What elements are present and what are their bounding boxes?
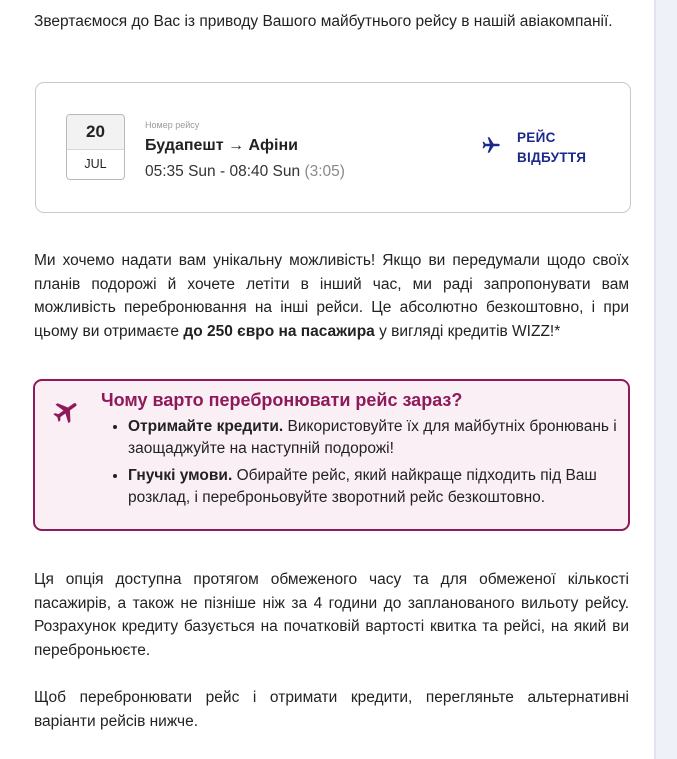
benefit-text: Обирайте рейс, який найкраще підходить під Ваш розклад, і переброньовуйте зворотний рейс безкоштовно. [128, 467, 597, 506]
benefit-text: Використовуйте їх для майбутніх бронювань і заощаджуйте на наступній подорожі! [128, 418, 617, 457]
why-rebook-callout [33, 379, 630, 531]
list-item [128, 416, 628, 460]
airplane-icon [51, 396, 81, 426]
flight-status [517, 128, 586, 168]
offer-highlight: до 250 євро на пасажира [183, 322, 375, 340]
list-item [128, 465, 628, 509]
conditions-paragraph: Ця опція доступна протягом обмеженого часу та для обмеженої кількості пасажирів, а також не пізніше ніж за 4 години до запланованого вильоту рейсу. Розрахунок кредиту базується на початковій вартості квитка та рейсі, на який ви переброньюєте. [34, 571, 629, 659]
flight-date-day: 20 [67, 115, 124, 150]
offer-text-after: у вигляді кредитів WIZZ!* [374, 322, 561, 340]
plane-icon [480, 134, 502, 156]
flight-status-line2: ВІДБУТТЯ [517, 150, 587, 165]
flight-duration: (3:05) [304, 163, 345, 180]
page-border [654, 0, 656, 759]
intro-paragraph: Звертаємося до Вас із приводу Вашого майбутнього рейсу в нашій авіакомпанії. [34, 13, 613, 30]
flight-number-label: Номер рейсу [145, 120, 200, 130]
cta-paragraph: Щоб перебронювати рейс і отримати кредити, перегляньте альтернативні варіанти рейсів нижче. [34, 689, 629, 730]
flight-time [145, 163, 345, 181]
flight-card [35, 82, 631, 213]
benefits-list [109, 416, 628, 514]
callout-title: Чому варто перебронювати рейс зараз? [101, 390, 463, 410]
flight-date [66, 114, 125, 180]
flight-status-line1: РЕЙС [517, 130, 556, 145]
benefit-title: Отримайте кредити. [128, 418, 284, 435]
offer-paragraph [34, 249, 629, 343]
offer-text-before: Ми хочемо надати вам унікальну можливість! Якщо ви передумали щодо своїх планів подорожі й хочете летіти в інший час, ми раді запропонувати вам можливість перебронювання на інші рейси. Це абсолютно безкоштовно, і при цьому ви отримаєте [34, 252, 629, 340]
benefit-title: Гнучкі умови. [128, 467, 233, 484]
flight-time-range: 05:35 Sun - 08:40 Sun [145, 163, 301, 180]
flight-route: Будапешт → Афіни [145, 137, 298, 154]
flight-date-month: JUL [84, 157, 107, 171]
